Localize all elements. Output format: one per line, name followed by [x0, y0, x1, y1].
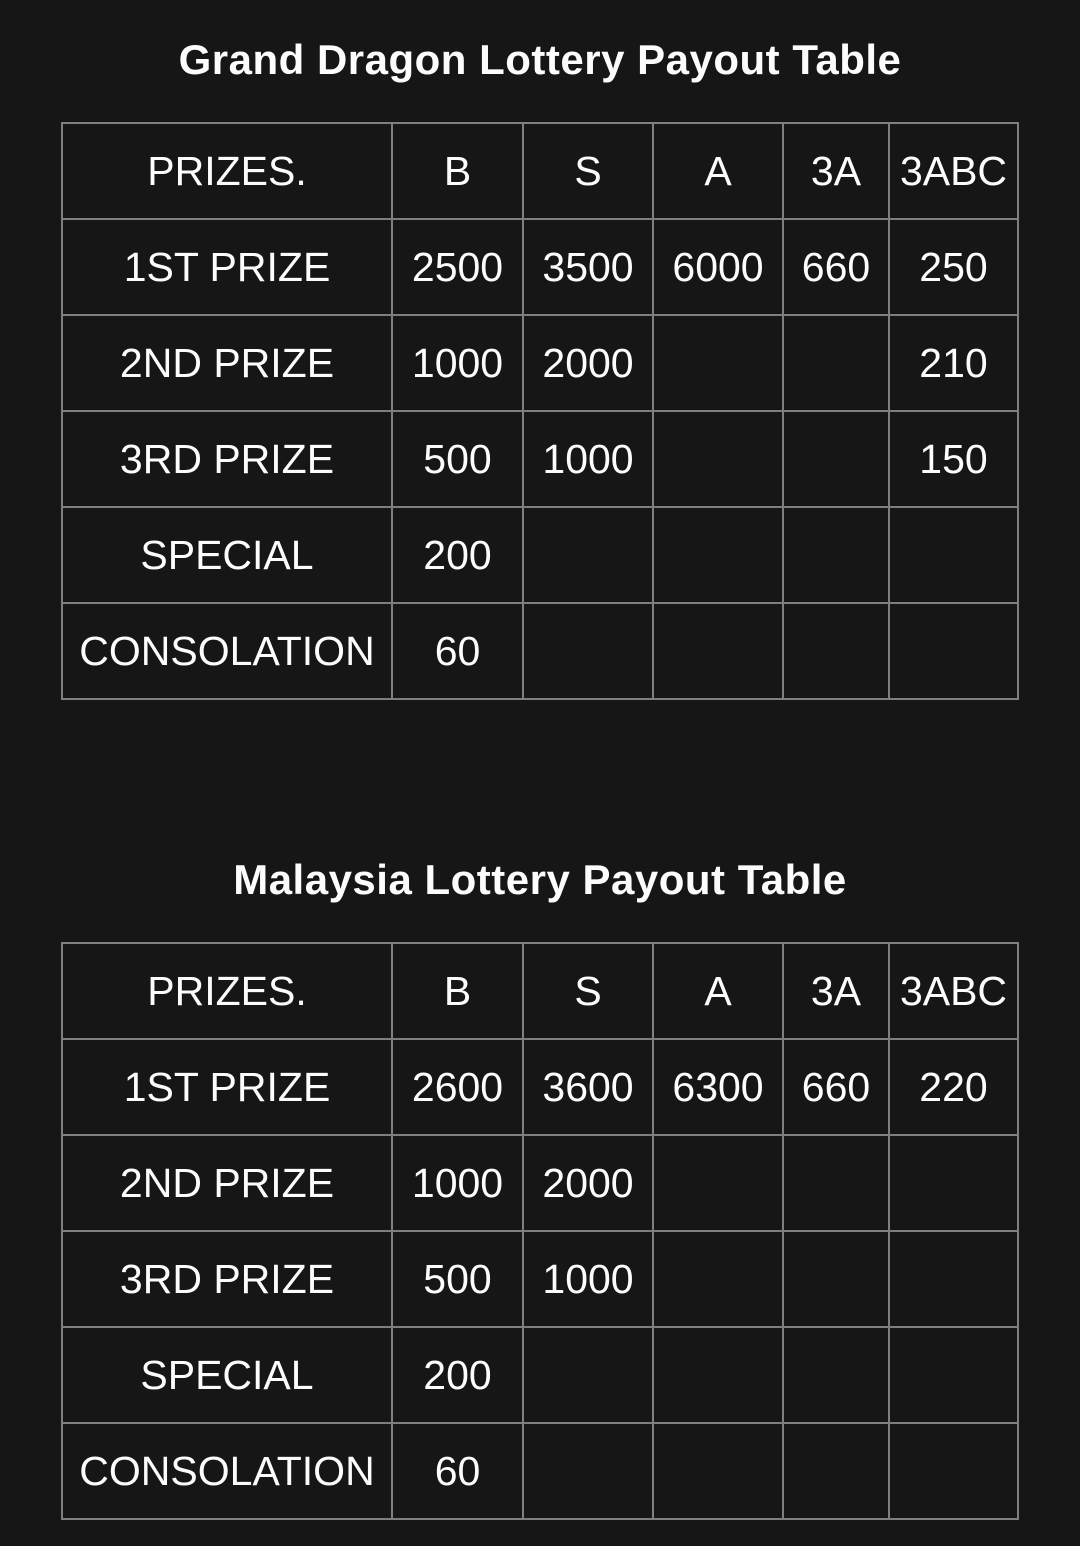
prize-value-cell: 220: [889, 1039, 1018, 1135]
prize-value-cell: [653, 1135, 783, 1231]
table-row-special: [62, 1327, 1018, 1423]
table-row-consolation: [62, 603, 1018, 699]
prize-value-cell: 60: [392, 1423, 523, 1519]
grand-dragon-payout-table: [61, 122, 1019, 700]
table-header-row: [62, 123, 1018, 219]
table-row-special: [62, 507, 1018, 603]
prize-value-cell: 2000: [523, 315, 653, 411]
column-header-s: S: [523, 943, 653, 1039]
table-row-1st-prize: [62, 219, 1018, 315]
prize-value-cell: 210: [889, 315, 1018, 411]
table-row-2nd-prize: [62, 315, 1018, 411]
prize-value-cell: [653, 1423, 783, 1519]
prize-value-cell: 3600: [523, 1039, 653, 1135]
prize-value-cell: [783, 315, 889, 411]
prize-value-cell: 60: [392, 603, 523, 699]
row-label: SPECIAL: [62, 1327, 392, 1423]
prize-value-cell: [783, 1231, 889, 1327]
prize-value-cell: 2600: [392, 1039, 523, 1135]
prize-value-cell: 1000: [392, 315, 523, 411]
column-header-3a: 3A: [783, 943, 889, 1039]
row-label: 1ST PRIZE: [62, 1039, 392, 1135]
row-label: 3RD PRIZE: [62, 1231, 392, 1327]
prize-value-cell: [783, 1327, 889, 1423]
row-label: 3RD PRIZE: [62, 411, 392, 507]
prize-value-cell: [523, 1423, 653, 1519]
prize-value-cell: 6000: [653, 219, 783, 315]
prize-value-cell: 2000: [523, 1135, 653, 1231]
prize-value-cell: [523, 507, 653, 603]
prize-value-cell: [653, 411, 783, 507]
table-row-3rd-prize: [62, 411, 1018, 507]
prize-value-cell: 500: [392, 1231, 523, 1327]
row-label: 1ST PRIZE: [62, 219, 392, 315]
prize-value-cell: [783, 603, 889, 699]
prize-value-cell: [889, 603, 1018, 699]
column-header-b: B: [392, 123, 523, 219]
table-row-consolation: [62, 1423, 1018, 1519]
row-label: 2ND PRIZE: [62, 1135, 392, 1231]
prize-value-cell: 250: [889, 219, 1018, 315]
column-header-prizes: PRIZES.: [62, 123, 392, 219]
prize-value-cell: [783, 411, 889, 507]
malaysia-payout-table: [61, 942, 1019, 1520]
prize-value-cell: [653, 1231, 783, 1327]
column-header-3abc: 3ABC: [889, 123, 1018, 219]
prize-value-cell: 1000: [523, 411, 653, 507]
prize-value-cell: [523, 603, 653, 699]
prize-value-cell: 1000: [392, 1135, 523, 1231]
column-header-prizes: PRIZES.: [62, 943, 392, 1039]
table-row-1st-prize: [62, 1039, 1018, 1135]
prize-value-cell: 150: [889, 411, 1018, 507]
column-header-a: A: [653, 123, 783, 219]
prize-value-cell: [653, 1327, 783, 1423]
column-header-3abc: 3ABC: [889, 943, 1018, 1039]
prize-value-cell: 500: [392, 411, 523, 507]
row-label: 2ND PRIZE: [62, 315, 392, 411]
prize-value-cell: 200: [392, 507, 523, 603]
prize-value-cell: 3500: [523, 219, 653, 315]
row-label: CONSOLATION: [62, 603, 392, 699]
prize-value-cell: [653, 315, 783, 411]
prize-value-cell: 1000: [523, 1231, 653, 1327]
prize-value-cell: 660: [783, 1039, 889, 1135]
malaysia-table-title: Malaysia Lottery Payout Table: [233, 856, 847, 903]
row-label: CONSOLATION: [62, 1423, 392, 1519]
column-header-s: S: [523, 123, 653, 219]
column-header-b: B: [392, 943, 523, 1039]
table-row-3rd-prize: [62, 1231, 1018, 1327]
table-row-2nd-prize: [62, 1135, 1018, 1231]
prize-value-cell: 6300: [653, 1039, 783, 1135]
prize-value-cell: [783, 507, 889, 603]
prize-value-cell: [889, 1135, 1018, 1231]
column-header-3a: 3A: [783, 123, 889, 219]
prize-value-cell: [523, 1327, 653, 1423]
prize-value-cell: [653, 507, 783, 603]
column-header-a: A: [653, 943, 783, 1039]
prize-value-cell: 2500: [392, 219, 523, 315]
prize-value-cell: [889, 507, 1018, 603]
prize-value-cell: 660: [783, 219, 889, 315]
prize-value-cell: [889, 1231, 1018, 1327]
table-header-row: [62, 943, 1018, 1039]
prize-value-cell: [889, 1423, 1018, 1519]
grand-dragon-table-title: Grand Dragon Lottery Payout Table: [178, 36, 902, 83]
prize-value-cell: [783, 1135, 889, 1231]
prize-value-cell: 200: [392, 1327, 523, 1423]
prize-value-cell: [889, 1327, 1018, 1423]
row-label: SPECIAL: [62, 507, 392, 603]
prize-value-cell: [653, 603, 783, 699]
prize-value-cell: [783, 1423, 889, 1519]
